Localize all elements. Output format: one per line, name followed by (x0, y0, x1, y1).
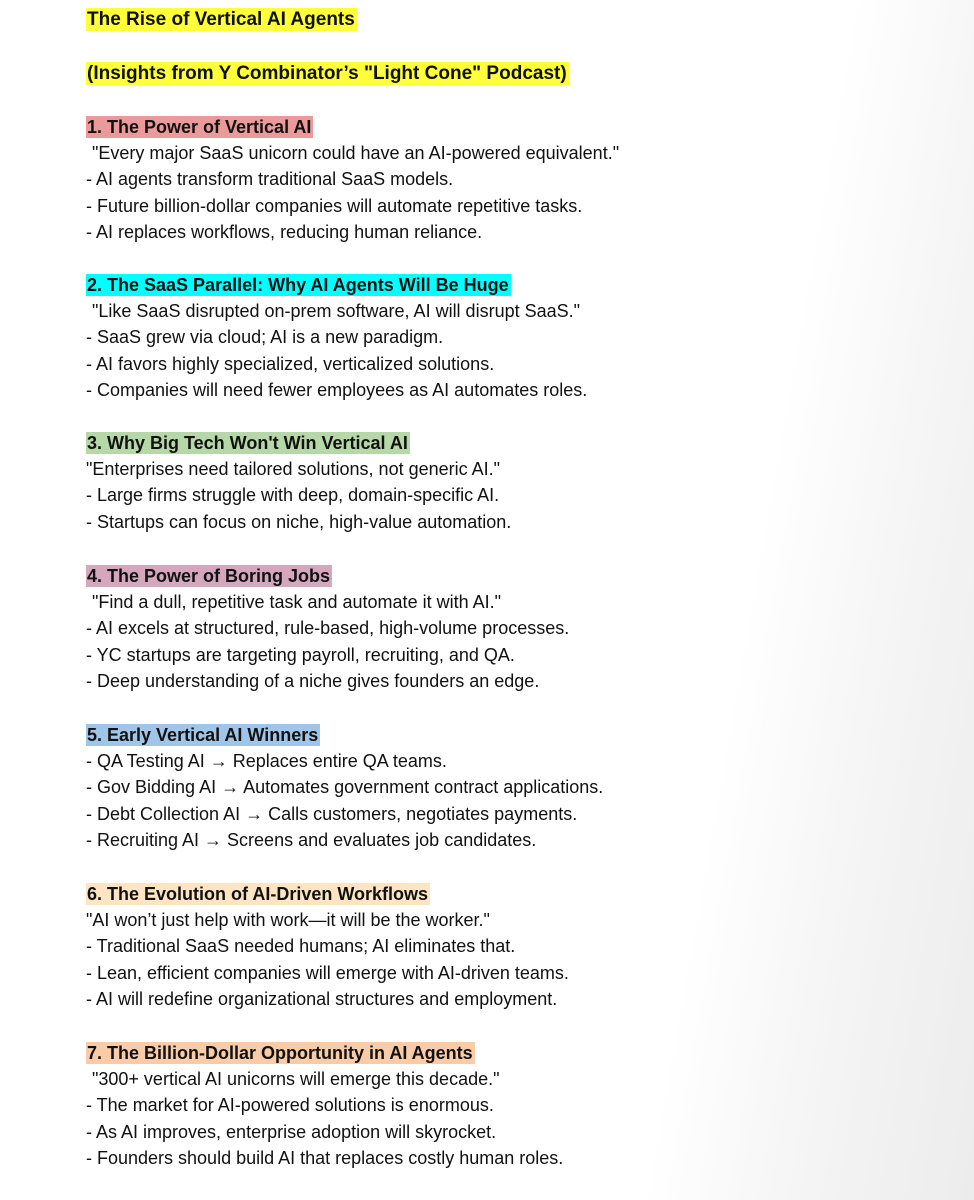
list-item: - AI favors highly specialized, verticalized solutions. (86, 353, 495, 374)
list-item: - Recruiting AI → Screens and evaluates job candidates. (86, 829, 537, 850)
section-heading-text: 2. The SaaS Parallel: Why AI Agents Will Be Huge (87, 275, 509, 295)
list-item: - Startups can focus on niche, high-value automation. (86, 511, 512, 532)
list-item: - Traditional SaaS needed humans; AI eliminates that. (86, 936, 516, 957)
list-item: - AI agents transform traditional SaaS models. (86, 169, 454, 190)
document-title-text: The Rise of Vertical AI Agents (87, 9, 355, 30)
section-ai-workflows (86, 881, 946, 1012)
list-item: - AI replaces workflows, reducing human reliance. (86, 221, 483, 242)
list-item: - QA Testing AI → Replaces entire QA teams. (86, 751, 447, 771)
section-heading (86, 722, 946, 748)
list-item: - Debt Collection AI → Calls customers, negotiates payments. (86, 803, 578, 824)
list-item: - AI will redefine organizational structures and employment. (86, 988, 558, 1009)
section-heading (86, 272, 946, 298)
list-item: - The market for AI-powered solutions is enormous. (86, 1095, 494, 1116)
list-item: - Gov Bidding AI → Automates government contract applications. (86, 777, 604, 798)
section-heading-text: 1. The Power of Vertical AI (87, 117, 312, 137)
section-quote: "Like SaaS disrupted on-prem software, AI will disrupt SaaS." (92, 301, 581, 321)
section-quote: "Every major SaaS unicorn could have an AI-powered equivalent." (92, 143, 620, 163)
list-item: - Future billion-dollar companies will automate repetitive tasks. (86, 195, 583, 216)
section-heading (86, 114, 946, 140)
list-item: - As AI improves, enterprise adoption will skyrocket. (86, 1121, 497, 1142)
section-power-of-vertical-ai (86, 114, 946, 245)
section-quote: "Enterprises need tailored solutions, not generic AI." (86, 459, 501, 479)
section-heading-text: 3. Why Big Tech Won't Win Vertical AI (87, 433, 408, 453)
list-item: - Companies will need fewer employees as AI automates roles. (86, 379, 588, 400)
section-quote: "Find a dull, repetitive task and automate it with AI." (92, 592, 501, 612)
list-item: - SaaS grew via cloud; AI is a new paradigm. (86, 327, 444, 348)
document-title (86, 8, 357, 32)
section-heading-text: 5. Early Vertical AI Winners (87, 725, 319, 745)
section-heading-text: 4. The Power of Boring Jobs (87, 566, 331, 586)
section-quote: "300+ vertical AI unicorns will emerge this decade." (92, 1069, 500, 1089)
list-item: - Large firms struggle with deep, domain-specific AI. (86, 485, 500, 506)
section-quote: "AI won’t just help with work—it will be the worker." (86, 910, 490, 930)
document-subtitle (86, 62, 569, 86)
section-heading (86, 1040, 946, 1066)
section-heading (86, 563, 946, 589)
list-item: - Deep understanding of a niche gives founders an edge. (86, 670, 540, 691)
section-big-tech (86, 430, 946, 535)
section-boring-jobs (86, 563, 946, 694)
section-billion-dollar-opportunity (86, 1040, 946, 1171)
document-subtitle-text: (Insights from Y Combinator’s "Light Cone" Podcast) (87, 63, 567, 84)
list-item: - Founders should build AI that replaces costly human roles. (86, 1147, 564, 1168)
list-item: - YC startups are targeting payroll, recruiting, and QA. (86, 644, 515, 665)
section-heading (86, 881, 946, 907)
section-heading-text: 6. The Evolution of AI-Driven Workflows (87, 884, 429, 904)
section-heading-text: 7. The Billion-Dollar Opportunity in AI Agents (87, 1043, 473, 1063)
section-saas-parallel (86, 272, 946, 403)
section-heading (86, 430, 946, 456)
list-item: - AI excels at structured, rule-based, high-volume processes. (86, 618, 570, 639)
list-item: - Lean, efficient companies will emerge with AI-driven teams. (86, 962, 569, 983)
section-early-winners (86, 722, 946, 853)
